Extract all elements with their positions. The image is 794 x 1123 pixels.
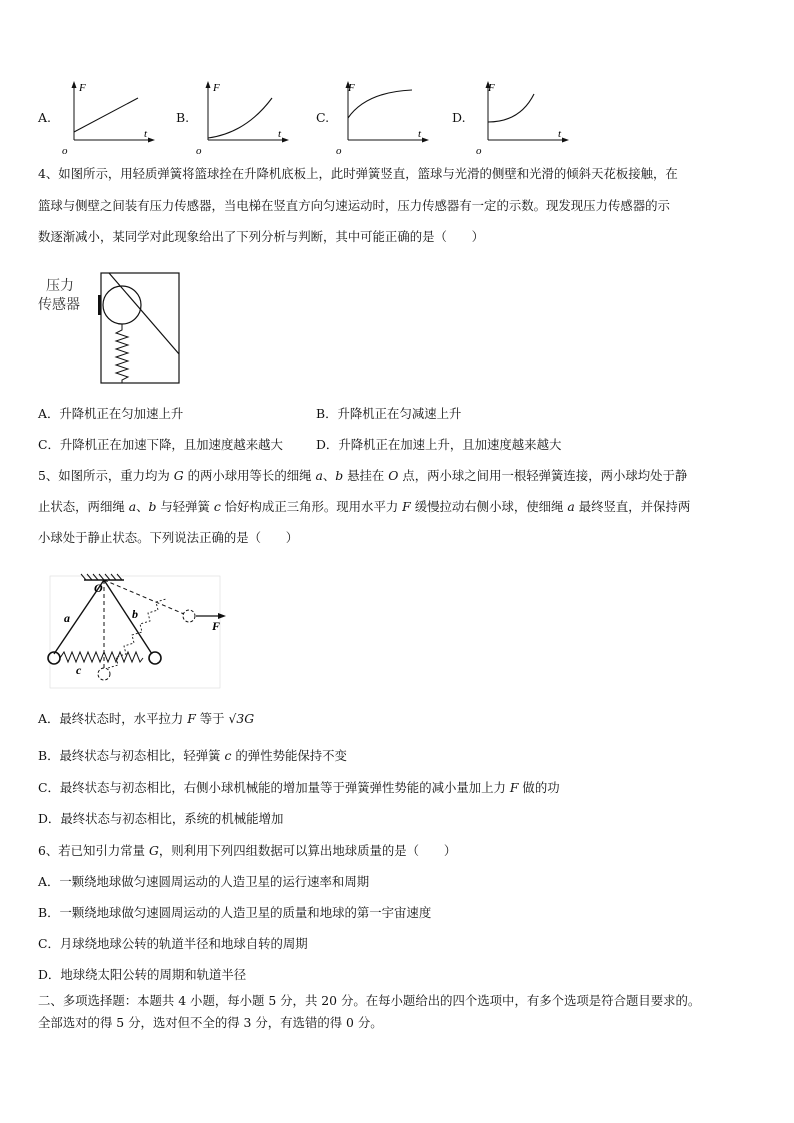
q5-option-d: D．最终状态与初态相比，系统的机械能增加 <box>38 811 284 826</box>
svg-text:t: t <box>278 128 282 140</box>
origin-label: o <box>62 145 68 157</box>
sqrt3-g: √3G <box>228 711 255 726</box>
svg-text:F: F <box>213 82 220 94</box>
q3-graph-a <box>62 78 162 158</box>
q4-option-d: D．升降机正在加速上升，且加速度越来越大 <box>316 437 562 452</box>
graph-c-curve <box>348 90 412 118</box>
q6-option-a: A．一颗绕地球做匀速圆周运动的人造卫星的运行速率和周期 <box>38 874 370 889</box>
final-right-ball <box>183 610 195 622</box>
q6-option-d: D．地球绕太阳公转的周期和轨道半径 <box>38 967 247 982</box>
right-ball <box>149 652 161 664</box>
q4-option-b: B．升降机正在匀减速上升 <box>316 406 462 421</box>
string-b <box>104 580 152 654</box>
y-axis-label: F <box>79 82 86 94</box>
spring <box>116 324 128 383</box>
svg-text:t: t <box>558 128 562 140</box>
q5-stem-line-3: 小球处于静止状态。下列说法正确的是（ ） <box>38 530 299 545</box>
svg-text:o: o <box>336 145 342 157</box>
label-f: F <box>212 619 221 633</box>
q3-option-b-label: B. <box>176 110 190 125</box>
section2-heading-line-2: 全部选对的得 5 分，选对但不全的得 3 分，有选错的得 0 分。 <box>38 1015 383 1030</box>
q4-elevator-figure <box>36 268 186 388</box>
final-string-b <box>104 580 184 614</box>
graph-d-curve <box>488 94 534 122</box>
q5-option-b: B．最终状态与初态相比，轻弹簧 c 的弹性势能保持不变 <box>38 748 347 763</box>
q3-option-a-label: A. <box>38 110 52 125</box>
q6-stem: 6、若已知引力常量 G，则利用下列四组数据可以算出地球质量的是（ ） <box>38 843 457 858</box>
elevator-box <box>101 273 179 383</box>
sensor-label-1: 压力 <box>46 278 74 294</box>
x-axis-label: t <box>144 128 148 140</box>
final-left-ball <box>98 668 110 680</box>
q4-stem-line-3: 数逐渐减小，某同学对此现象给出了下列分析与判断，其中可能正确的是（ ） <box>38 229 485 244</box>
graph-a-line <box>74 98 138 132</box>
svg-text:F: F <box>348 82 355 94</box>
q3-graph-d <box>476 78 576 158</box>
q4-option-c: C．升降机正在加速下降，且加速度越来越大 <box>38 437 283 452</box>
q3-option-d-label: D. <box>452 110 466 125</box>
q6-option-b: B．一颗绕地球做匀速圆周运动的人造卫星的质量和地球的第一宇宙速度 <box>38 905 432 920</box>
q5-stem-line-1: 5、如图所示，重力均为 G 的两小球用等长的细绳 a、b 悬挂在 O 点，两小球之间用一根轻弹簧连接，两小球均处于静 <box>38 468 688 483</box>
label-b: b <box>132 607 138 621</box>
label-o: O <box>94 581 103 595</box>
section2-heading-line-1: 二、多项选择题：本题共 4 小题，每小题 5 分，共 20 分。在每小题给出的四个选项中，有多个选项是符合题目要求的。 <box>38 993 701 1008</box>
q4-option-a: A．升降机正在匀加速上升 <box>38 406 184 421</box>
q4-stem-line-2: 篮球与侧壁之间装有压力传感器，当电梯在竖直方向匀速运动时，压力传感器有一定的示数。现发现压力传感器的示 <box>38 198 670 213</box>
pressure-sensor <box>98 295 101 315</box>
q5-stem-line-2: 止状态，两细绳 a、b 与轻弹簧 c 恰好构成正三角形。现用水平力 F 缓慢拉动右侧小球，使细绳 a 最终竖直，并保持两 <box>38 499 691 514</box>
sensor-label-2: 传感器 <box>38 297 80 313</box>
q5-pendulum-figure <box>36 568 236 690</box>
q5-option-a: A．最终状态时，水平拉力 F 等于 √3G <box>38 711 255 726</box>
q6-option-c: C．月球绕地球公转的轨道半径和地球自转的周期 <box>38 936 308 951</box>
svg-text:t: t <box>418 128 422 140</box>
graph-b-curve <box>208 98 272 138</box>
svg-text:o: o <box>476 145 482 157</box>
q3-graph-c <box>336 78 436 158</box>
q3-graph-b <box>196 78 296 158</box>
basketball <box>103 286 141 324</box>
label-c: c <box>76 663 82 677</box>
q4-stem-line-1: 4、如图所示，用轻质弹簧将篮球拴在升降机底板上，此时弹簧竖直，篮球与光滑的侧壁和光滑的倾斜天花板接触，在 <box>38 166 678 181</box>
spring-c <box>60 652 143 662</box>
label-a: a <box>64 611 70 625</box>
q3-option-c-label: C. <box>316 110 330 125</box>
q5-option-c: C．最终状态与初态相比，右侧小球机械能的增加量等于弹簧弹性势能的减小量加上力 F 做的功 <box>38 780 560 795</box>
svg-text:o: o <box>196 145 202 157</box>
svg-text:F: F <box>488 82 495 94</box>
